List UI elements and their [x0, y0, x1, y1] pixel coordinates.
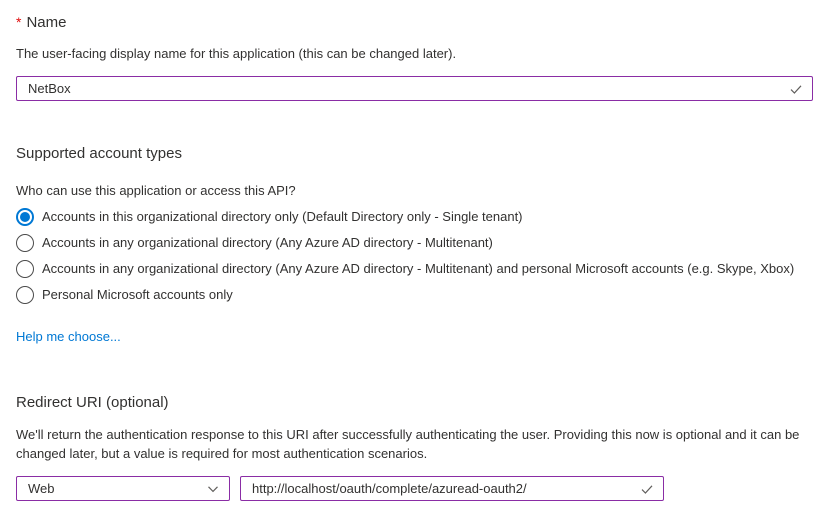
- account-type-option-multitenant[interactable]: [16, 230, 813, 256]
- radio-button-icon[interactable]: [16, 286, 34, 304]
- redirect-uri-input[interactable]: [241, 477, 663, 500]
- redirect-uri-input-container: [240, 476, 664, 501]
- radio-button-icon[interactable]: [16, 208, 34, 226]
- account-type-option-single-tenant[interactable]: [16, 204, 813, 230]
- help-me-choose-link[interactable]: Help me choose...: [16, 329, 121, 344]
- redirect-uri-description: We'll return the authentication response to this URI after successfully authenticating the user. Providing this now is optional and it can be changed later, but a value is required for most authentication scenarios.: [16, 427, 800, 461]
- account-types-radio-group: [16, 204, 813, 308]
- name-section-title: [16, 12, 813, 33]
- account-type-label: Accounts in this organizational directory only (Default Directory only - Single tenant): [42, 209, 523, 224]
- name-description: The user-facing display name for this application (this can be changed later).: [16, 46, 457, 61]
- name-input[interactable]: [17, 77, 812, 100]
- account-type-label: Personal Microsoft accounts only: [42, 287, 233, 302]
- name-title-text: Name: [26, 14, 67, 31]
- account-types-question: Who can use this application or access this API?: [16, 183, 296, 198]
- checkmark-icon: [639, 481, 655, 497]
- radio-button-icon[interactable]: [16, 260, 34, 278]
- platform-select-dropdown[interactable]: [16, 476, 230, 501]
- required-asterisk: *: [16, 14, 22, 30]
- chevron-down-icon: [206, 482, 220, 496]
- platform-select-value: Web: [28, 481, 55, 496]
- redirect-uri-title: Redirect URI (optional): [16, 394, 169, 411]
- account-type-label: Accounts in any organizational directory (Any Azure AD directory - Multitenant): [42, 235, 493, 250]
- name-input-container: [16, 76, 813, 101]
- account-type-label: Accounts in any organizational directory (Any Azure AD directory - Multitenant) and personal Microsoft accounts (e.g. Skype, Xbox): [42, 261, 795, 276]
- checkmark-icon: [788, 81, 804, 97]
- radio-button-icon[interactable]: [16, 234, 34, 252]
- account-type-option-multitenant-personal[interactable]: [16, 256, 813, 282]
- account-types-title: Supported account types: [16, 145, 182, 162]
- account-type-option-personal-only[interactable]: [16, 282, 813, 308]
